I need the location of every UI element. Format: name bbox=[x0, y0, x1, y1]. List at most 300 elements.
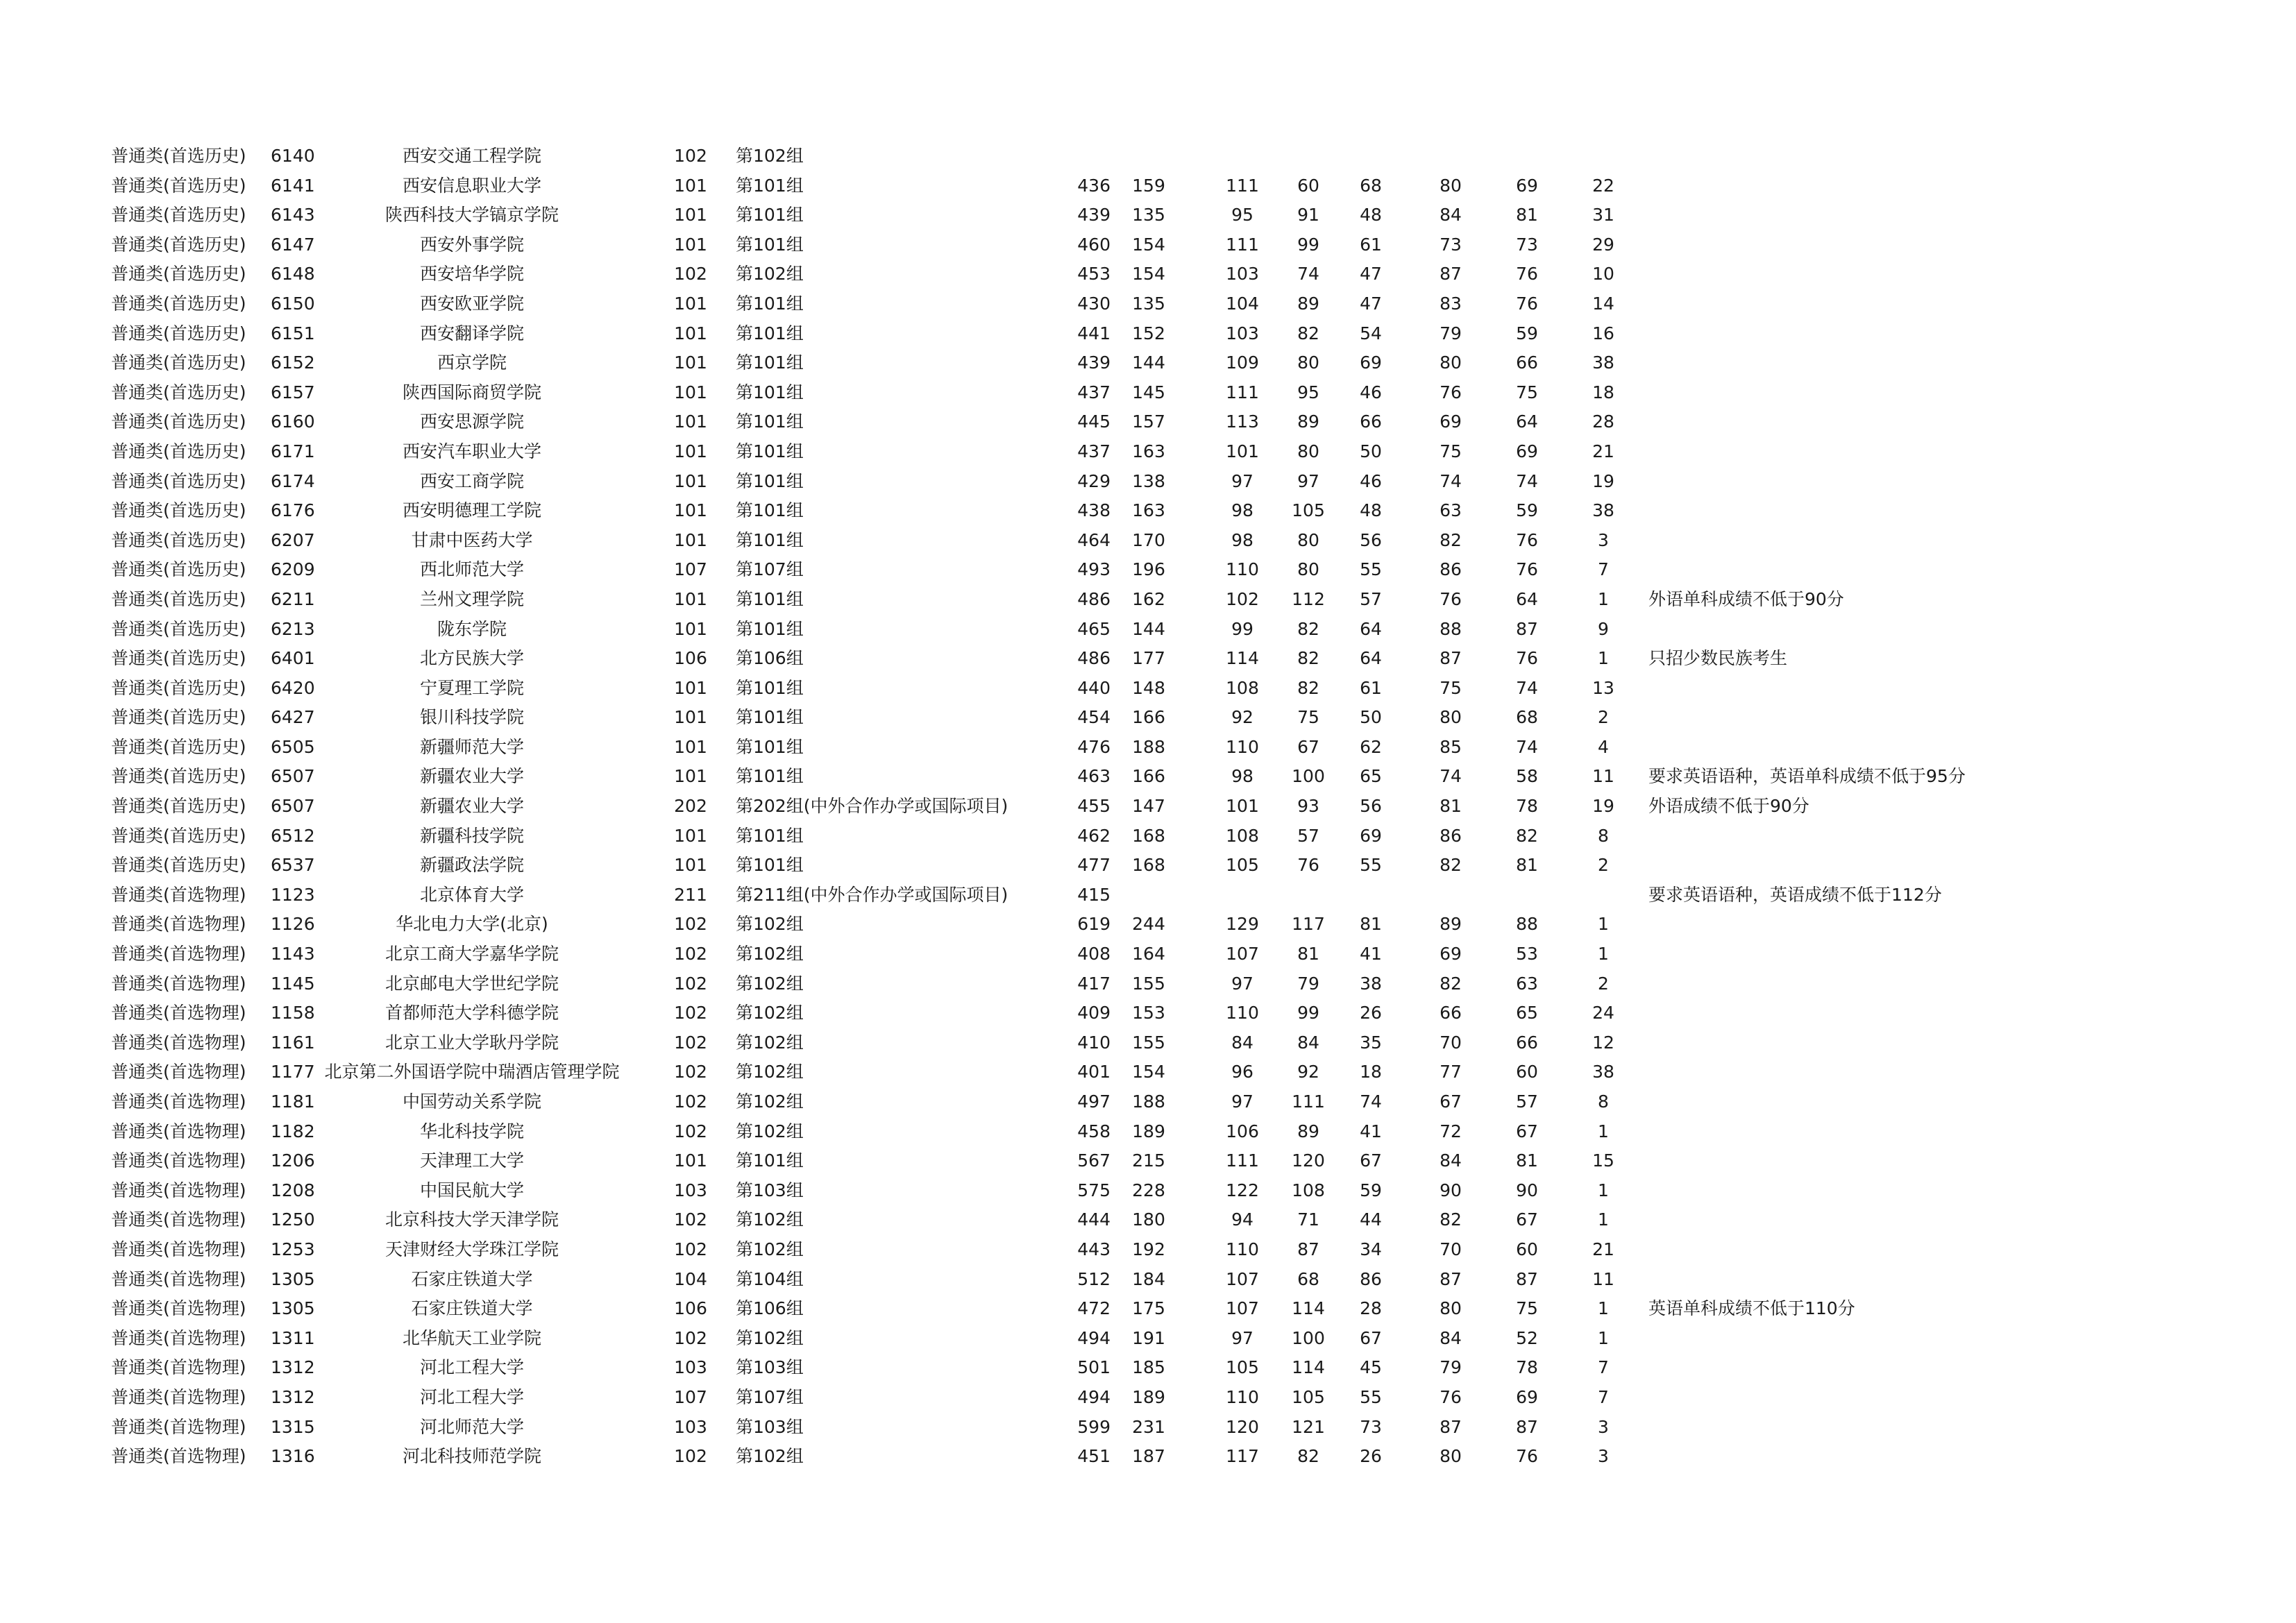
total-score-cell: 439 bbox=[1077, 205, 1111, 226]
table-row bbox=[0, 733, 2296, 763]
score-col-4-cell: 59 bbox=[1360, 1180, 1382, 1200]
school-code-cell: 1250 bbox=[271, 1209, 315, 1230]
score-col-3-cell: 67 bbox=[1297, 736, 1319, 757]
score-col-6-cell: 87 bbox=[1516, 618, 1538, 639]
total-score-cell: 460 bbox=[1077, 234, 1111, 255]
school-name-cell: 河北工程大学 bbox=[419, 1357, 524, 1378]
category-cell: 普通类(首选物理) bbox=[111, 1003, 246, 1023]
group-name-cell: 第101组 bbox=[736, 736, 804, 757]
score-col-1-cell: 228 bbox=[1132, 1180, 1165, 1200]
score-col-5-cell: 74 bbox=[1440, 470, 1462, 491]
admission-score-table bbox=[0, 142, 2296, 1472]
group-name-cell: 第101组 bbox=[736, 825, 804, 846]
score-col-5-cell: 83 bbox=[1440, 293, 1462, 314]
group-code-cell: 101 bbox=[674, 529, 707, 550]
school-code-cell: 6213 bbox=[271, 618, 315, 639]
school-name-cell: 西北师范大学 bbox=[419, 559, 524, 580]
score-col-5-cell: 66 bbox=[1440, 1003, 1462, 1023]
score-col-3-cell: 84 bbox=[1297, 1032, 1319, 1053]
score-col-2-cell: 107 bbox=[1226, 1298, 1259, 1319]
group-code-cell: 103 bbox=[674, 1416, 707, 1437]
school-code-cell: 6151 bbox=[271, 323, 315, 343]
school-name-cell: 西京学院 bbox=[437, 352, 507, 373]
score-col-7-cell: 1 bbox=[1598, 648, 1609, 669]
school-name-cell: 西安翻译学院 bbox=[419, 323, 524, 343]
score-col-5-cell: 84 bbox=[1440, 205, 1462, 226]
score-col-2-cell: 97 bbox=[1231, 470, 1253, 491]
category-cell: 普通类(首选物理) bbox=[111, 1180, 246, 1200]
score-col-1-cell: 162 bbox=[1132, 588, 1165, 609]
table-row bbox=[0, 881, 2296, 910]
school-code-cell: 6512 bbox=[271, 825, 315, 846]
school-name-cell: 西安明德理工学院 bbox=[402, 500, 541, 521]
table-row bbox=[0, 1294, 2296, 1324]
group-name-cell: 第106组 bbox=[736, 648, 804, 669]
score-col-5-cell: 90 bbox=[1440, 1180, 1462, 1200]
score-col-7-cell: 3 bbox=[1598, 529, 1609, 550]
total-score-cell: 415 bbox=[1077, 884, 1111, 905]
score-col-5-cell: 85 bbox=[1440, 736, 1462, 757]
table-row bbox=[0, 703, 2296, 733]
group-name-cell: 第107组 bbox=[736, 559, 804, 580]
score-col-5-cell: 80 bbox=[1440, 175, 1462, 196]
score-col-4-cell bbox=[1340, 881, 1402, 910]
group-name-cell: 第103组 bbox=[736, 1416, 804, 1437]
total-score-cell: 472 bbox=[1077, 1298, 1111, 1319]
score-col-1-cell: 177 bbox=[1132, 648, 1165, 669]
group-code-cell: 102 bbox=[674, 1239, 707, 1259]
note-cell: 要求英语语种，英语单科成绩不低于95分 bbox=[1648, 766, 1966, 787]
table-row bbox=[0, 1205, 2296, 1235]
group-name-cell: 第103组 bbox=[736, 1357, 804, 1378]
group-code-cell: 101 bbox=[674, 382, 707, 402]
group-name-cell: 第102组 bbox=[736, 1239, 804, 1259]
score-col-1-cell: 153 bbox=[1132, 1003, 1165, 1023]
score-col-7-cell: 8 bbox=[1598, 825, 1609, 846]
score-col-4-cell: 67 bbox=[1360, 1150, 1382, 1171]
table-row bbox=[0, 1383, 2296, 1413]
score-col-2-cell: 96 bbox=[1231, 1062, 1253, 1082]
score-col-3-cell: 95 bbox=[1297, 382, 1319, 402]
total-score-cell: 453 bbox=[1077, 264, 1111, 284]
score-col-6-cell: 69 bbox=[1516, 175, 1538, 196]
group-code-cell: 107 bbox=[674, 1386, 707, 1407]
score-col-2-cell: 114 bbox=[1226, 648, 1259, 669]
score-col-1-cell: 138 bbox=[1132, 470, 1165, 491]
score-col-4-cell: 81 bbox=[1360, 914, 1382, 935]
score-col-1-cell: 180 bbox=[1132, 1209, 1165, 1230]
school-name-cell: 北京体育大学 bbox=[419, 884, 524, 905]
score-col-7-cell: 16 bbox=[1592, 323, 1614, 343]
school-code-cell: 6537 bbox=[271, 855, 315, 876]
table-row bbox=[0, 1235, 2296, 1265]
group-code-cell: 102 bbox=[674, 146, 707, 166]
score-col-3-cell: 68 bbox=[1297, 1268, 1319, 1289]
group-code-cell: 102 bbox=[674, 973, 707, 994]
category-cell: 普通类(首选历史) bbox=[111, 677, 246, 698]
category-cell: 普通类(首选历史) bbox=[111, 825, 246, 846]
score-col-6-cell: 73 bbox=[1516, 234, 1538, 255]
score-col-2-cell: 98 bbox=[1231, 766, 1253, 787]
group-code-cell: 102 bbox=[674, 264, 707, 284]
group-name-cell: 第102组 bbox=[736, 1446, 804, 1467]
score-col-2-cell: 95 bbox=[1231, 205, 1253, 226]
category-cell: 普通类(首选物理) bbox=[111, 1062, 246, 1082]
group-code-cell: 106 bbox=[674, 648, 707, 669]
score-col-4-cell: 64 bbox=[1360, 648, 1382, 669]
score-col-6-cell: 76 bbox=[1516, 559, 1538, 580]
score-col-7-cell: 1 bbox=[1598, 914, 1609, 935]
group-code-cell: 102 bbox=[674, 1121, 707, 1141]
table-row bbox=[0, 674, 2296, 704]
group-name-cell: 第102组 bbox=[736, 1327, 804, 1348]
score-col-3-cell: 105 bbox=[1292, 500, 1325, 521]
score-col-7-cell: 9 bbox=[1598, 618, 1609, 639]
table-row bbox=[0, 1057, 2296, 1087]
score-col-4-cell: 41 bbox=[1360, 944, 1382, 965]
score-col-3-cell: 87 bbox=[1297, 1239, 1319, 1259]
score-col-4-cell: 38 bbox=[1360, 973, 1382, 994]
school-code-cell: 6143 bbox=[271, 205, 315, 226]
total-score-cell: 455 bbox=[1077, 796, 1111, 817]
score-col-7-cell: 14 bbox=[1592, 293, 1614, 314]
score-col-5-cell: 86 bbox=[1440, 825, 1462, 846]
group-code-cell: 101 bbox=[674, 234, 707, 255]
table-row bbox=[0, 142, 2296, 171]
score-col-3-cell: 89 bbox=[1297, 293, 1319, 314]
score-col-4-cell: 61 bbox=[1360, 234, 1382, 255]
school-name-cell: 兰州文理学院 bbox=[419, 588, 524, 609]
total-score-cell: 445 bbox=[1077, 411, 1111, 432]
category-cell: 普通类(首选历史) bbox=[111, 618, 246, 639]
score-col-4-cell: 26 bbox=[1360, 1446, 1382, 1467]
school-name-cell: 甘肃中医药大学 bbox=[411, 529, 533, 550]
school-name-cell: 北华航天工业学院 bbox=[402, 1327, 541, 1348]
total-score-cell: 437 bbox=[1077, 382, 1111, 402]
school-code-cell: 1145 bbox=[271, 973, 315, 994]
score-col-3-cell: 114 bbox=[1292, 1357, 1325, 1378]
category-cell: 普通类(首选历史) bbox=[111, 264, 246, 284]
group-code-cell: 101 bbox=[674, 293, 707, 314]
score-col-1-cell: 152 bbox=[1132, 323, 1165, 343]
category-cell: 普通类(首选历史) bbox=[111, 500, 246, 521]
score-col-6-cell: 90 bbox=[1516, 1180, 1538, 1200]
group-name-cell: 第101组 bbox=[736, 588, 804, 609]
score-col-2-cell bbox=[1211, 881, 1274, 910]
score-col-7-cell: 3 bbox=[1598, 1416, 1609, 1437]
group-code-cell: 101 bbox=[674, 470, 707, 491]
score-col-6-cell: 60 bbox=[1516, 1062, 1538, 1082]
score-col-5-cell: 87 bbox=[1440, 1268, 1462, 1289]
score-col-1-cell: 144 bbox=[1132, 352, 1165, 373]
score-col-1-cell: 196 bbox=[1132, 559, 1165, 580]
school-code-cell: 1253 bbox=[271, 1239, 315, 1259]
school-code-cell: 1161 bbox=[271, 1032, 315, 1053]
category-cell: 普通类(首选历史) bbox=[111, 707, 246, 728]
score-col-1-cell: 154 bbox=[1132, 264, 1165, 284]
category-cell: 普通类(首选历史) bbox=[111, 352, 246, 373]
score-col-1-cell: 148 bbox=[1132, 677, 1165, 698]
score-col-2-cell: 117 bbox=[1226, 1446, 1259, 1467]
score-col-7-cell: 1 bbox=[1598, 944, 1609, 965]
score-col-2-cell: 97 bbox=[1231, 1091, 1253, 1112]
group-name-cell: 第101组 bbox=[736, 411, 804, 432]
score-col-5-cell: 70 bbox=[1440, 1032, 1462, 1053]
group-name-cell: 第102组 bbox=[736, 944, 804, 965]
score-col-7-cell bbox=[1572, 142, 1635, 171]
school-code-cell: 6171 bbox=[271, 441, 315, 461]
school-code-cell: 6401 bbox=[271, 648, 315, 669]
table-row bbox=[0, 1176, 2296, 1206]
total-score-cell: 494 bbox=[1077, 1386, 1111, 1407]
score-col-1-cell: 170 bbox=[1132, 529, 1165, 550]
school-code-cell: 6176 bbox=[271, 500, 315, 521]
category-cell: 普通类(首选物理) bbox=[111, 1298, 246, 1319]
group-code-cell: 101 bbox=[674, 352, 707, 373]
group-code-cell: 202 bbox=[674, 796, 707, 817]
category-cell: 普通类(首选历史) bbox=[111, 855, 246, 876]
score-col-3-cell: 111 bbox=[1292, 1091, 1325, 1112]
category-cell: 普通类(首选历史) bbox=[111, 736, 246, 757]
score-col-5-cell: 76 bbox=[1440, 1386, 1462, 1407]
score-col-3-cell: 82 bbox=[1297, 677, 1319, 698]
score-col-1-cell: 164 bbox=[1132, 944, 1165, 965]
table-row bbox=[0, 1442, 2296, 1472]
total-score-cell: 464 bbox=[1077, 529, 1111, 550]
score-col-7-cell: 11 bbox=[1592, 766, 1614, 787]
score-col-2-cell: 113 bbox=[1226, 411, 1259, 432]
score-col-4-cell bbox=[1340, 142, 1402, 171]
group-code-cell: 102 bbox=[674, 1032, 707, 1053]
group-code-cell: 101 bbox=[674, 500, 707, 521]
school-name-cell: 河北工程大学 bbox=[419, 1386, 524, 1407]
group-code-cell: 211 bbox=[674, 884, 707, 905]
group-name-cell: 第102组 bbox=[736, 264, 804, 284]
score-col-2-cell: 99 bbox=[1231, 618, 1253, 639]
group-name-cell: 第101组 bbox=[736, 175, 804, 196]
score-col-6-cell: 64 bbox=[1516, 588, 1538, 609]
school-name-cell: 新疆师范大学 bbox=[419, 736, 524, 757]
score-col-5-cell bbox=[1419, 142, 1482, 171]
score-col-3-cell: 89 bbox=[1297, 1121, 1319, 1141]
score-col-2-cell: 110 bbox=[1226, 1386, 1259, 1407]
score-col-5-cell: 67 bbox=[1440, 1091, 1462, 1112]
score-col-4-cell: 34 bbox=[1360, 1239, 1382, 1259]
school-name-cell: 西安外事学院 bbox=[419, 234, 524, 255]
score-col-6-cell: 82 bbox=[1516, 825, 1538, 846]
total-score-cell: 486 bbox=[1077, 588, 1111, 609]
score-col-7-cell: 24 bbox=[1592, 1003, 1614, 1023]
score-col-7-cell: 3 bbox=[1598, 1446, 1609, 1467]
school-name-cell: 西安欧亚学院 bbox=[419, 293, 524, 314]
score-col-4-cell: 86 bbox=[1360, 1268, 1382, 1289]
score-col-6-cell: 66 bbox=[1516, 1032, 1538, 1053]
score-col-3-cell: 93 bbox=[1297, 796, 1319, 817]
table-row bbox=[0, 1265, 2296, 1295]
score-col-4-cell: 46 bbox=[1360, 470, 1382, 491]
category-cell: 普通类(首选物理) bbox=[111, 1386, 246, 1407]
score-col-5-cell: 73 bbox=[1440, 234, 1462, 255]
score-col-7-cell: 12 bbox=[1592, 1032, 1614, 1053]
score-col-2-cell: 122 bbox=[1226, 1180, 1259, 1200]
score-col-6-cell: 59 bbox=[1516, 323, 1538, 343]
school-name-cell: 北京工商大学嘉华学院 bbox=[385, 944, 559, 965]
group-code-cell: 102 bbox=[674, 944, 707, 965]
school-name-cell: 北京科技大学天津学院 bbox=[385, 1209, 559, 1230]
category-cell: 普通类(首选历史) bbox=[111, 205, 246, 226]
score-col-7-cell: 7 bbox=[1598, 559, 1609, 580]
total-score-cell: 451 bbox=[1077, 1446, 1111, 1467]
group-name-cell: 第102组 bbox=[736, 1209, 804, 1230]
table-row bbox=[0, 644, 2296, 674]
score-col-3-cell: 108 bbox=[1292, 1180, 1325, 1200]
score-col-5-cell: 82 bbox=[1440, 529, 1462, 550]
score-col-1-cell: 185 bbox=[1132, 1357, 1165, 1378]
score-col-4-cell: 55 bbox=[1360, 559, 1382, 580]
school-name-cell: 河北师范大学 bbox=[419, 1416, 524, 1437]
school-code-cell: 1182 bbox=[271, 1121, 315, 1141]
score-col-3-cell: 99 bbox=[1297, 234, 1319, 255]
group-code-cell: 101 bbox=[674, 855, 707, 876]
school-name-cell: 宁夏理工学院 bbox=[419, 677, 524, 698]
group-code-cell: 101 bbox=[674, 766, 707, 787]
school-name-cell: 新疆农业大学 bbox=[419, 766, 524, 787]
score-col-5-cell: 77 bbox=[1440, 1062, 1462, 1082]
score-col-1-cell: 168 bbox=[1132, 855, 1165, 876]
score-col-3-cell: 82 bbox=[1297, 1446, 1319, 1467]
score-col-6-cell: 74 bbox=[1516, 677, 1538, 698]
score-col-3-cell: 76 bbox=[1297, 855, 1319, 876]
score-col-5-cell: 69 bbox=[1440, 411, 1462, 432]
school-code-cell: 1311 bbox=[271, 1327, 315, 1348]
score-col-1-cell: 168 bbox=[1132, 825, 1165, 846]
total-score-cell: 497 bbox=[1077, 1091, 1111, 1112]
score-col-4-cell: 69 bbox=[1360, 825, 1382, 846]
school-code-cell: 1208 bbox=[271, 1180, 315, 1200]
score-col-3-cell: 91 bbox=[1297, 205, 1319, 226]
score-col-3-cell: 80 bbox=[1297, 352, 1319, 373]
score-col-6-cell: 59 bbox=[1516, 500, 1538, 521]
score-col-7-cell: 22 bbox=[1592, 175, 1614, 196]
score-col-4-cell: 54 bbox=[1360, 323, 1382, 343]
score-col-5-cell: 86 bbox=[1440, 559, 1462, 580]
group-code-cell: 102 bbox=[674, 1327, 707, 1348]
group-name-cell: 第107组 bbox=[736, 1386, 804, 1407]
table-row bbox=[0, 201, 2296, 230]
category-cell: 普通类(首选物理) bbox=[111, 1121, 246, 1141]
score-col-6-cell: 78 bbox=[1516, 1357, 1538, 1378]
score-col-2-cell: 105 bbox=[1226, 855, 1259, 876]
score-col-2-cell: 111 bbox=[1226, 175, 1259, 196]
score-col-1-cell: 159 bbox=[1132, 175, 1165, 196]
score-col-3-cell: 82 bbox=[1297, 618, 1319, 639]
score-col-4-cell: 68 bbox=[1360, 175, 1382, 196]
score-col-1-cell: 231 bbox=[1132, 1416, 1165, 1437]
score-col-6-cell: 87 bbox=[1516, 1268, 1538, 1289]
score-col-4-cell: 62 bbox=[1360, 736, 1382, 757]
group-code-cell: 106 bbox=[674, 1298, 707, 1319]
category-cell: 普通类(首选历史) bbox=[111, 293, 246, 314]
school-code-cell: 6420 bbox=[271, 677, 315, 698]
category-cell: 普通类(首选物理) bbox=[111, 1091, 246, 1112]
score-col-4-cell: 67 bbox=[1360, 1327, 1382, 1348]
table-row bbox=[0, 940, 2296, 969]
table-row bbox=[0, 348, 2296, 378]
score-col-2-cell: 108 bbox=[1226, 825, 1259, 846]
score-col-7-cell: 11 bbox=[1592, 1268, 1614, 1289]
score-col-4-cell: 55 bbox=[1360, 1386, 1382, 1407]
score-col-7-cell: 38 bbox=[1592, 500, 1614, 521]
score-col-7-cell: 19 bbox=[1592, 470, 1614, 491]
table-row bbox=[0, 289, 2296, 319]
school-code-cell: 1158 bbox=[271, 1003, 315, 1023]
total-score-cell: 454 bbox=[1077, 707, 1111, 728]
score-col-2-cell: 110 bbox=[1226, 1239, 1259, 1259]
score-col-4-cell: 48 bbox=[1360, 500, 1382, 521]
score-col-2-cell: 84 bbox=[1231, 1032, 1253, 1053]
score-col-4-cell: 56 bbox=[1360, 796, 1382, 817]
category-cell: 普通类(首选物理) bbox=[111, 973, 246, 994]
school-code-cell: 6160 bbox=[271, 411, 315, 432]
school-code-cell: 6157 bbox=[271, 382, 315, 402]
group-name-cell: 第102组 bbox=[736, 1121, 804, 1141]
score-col-3-cell: 100 bbox=[1292, 766, 1325, 787]
table-row bbox=[0, 1146, 2296, 1176]
score-col-6-cell: 64 bbox=[1516, 411, 1538, 432]
table-row bbox=[0, 1324, 2296, 1354]
group-code-cell: 101 bbox=[674, 205, 707, 226]
score-col-5-cell: 84 bbox=[1440, 1327, 1462, 1348]
score-col-2-cell: 110 bbox=[1226, 559, 1259, 580]
score-col-5-cell: 72 bbox=[1440, 1121, 1462, 1141]
group-name-cell: 第101组 bbox=[736, 500, 804, 521]
group-code-cell: 103 bbox=[674, 1357, 707, 1378]
category-cell: 普通类(首选历史) bbox=[111, 175, 246, 196]
score-col-3-cell: 80 bbox=[1297, 559, 1319, 580]
group-name-cell: 第211组(中外合作办学或国际项目) bbox=[736, 884, 1008, 905]
group-code-cell: 101 bbox=[674, 825, 707, 846]
score-col-7-cell: 29 bbox=[1592, 234, 1614, 255]
score-col-7-cell bbox=[1572, 881, 1635, 910]
school-code-cell: 6150 bbox=[271, 293, 315, 314]
score-col-7-cell: 1 bbox=[1598, 1180, 1609, 1200]
score-col-4-cell: 45 bbox=[1360, 1357, 1382, 1378]
table-row bbox=[0, 969, 2296, 999]
score-col-1-cell: 189 bbox=[1132, 1121, 1165, 1141]
table-row bbox=[0, 230, 2296, 260]
score-col-4-cell: 18 bbox=[1360, 1062, 1382, 1082]
score-col-2-cell: 94 bbox=[1231, 1209, 1253, 1230]
score-col-2-cell: 107 bbox=[1226, 944, 1259, 965]
note-cell: 外语单科成绩不低于90分 bbox=[1648, 588, 1844, 609]
score-col-6-cell: 57 bbox=[1516, 1091, 1538, 1112]
school-code-cell: 6507 bbox=[271, 796, 315, 817]
score-col-1-cell: 157 bbox=[1132, 411, 1165, 432]
score-col-3-cell: 100 bbox=[1292, 1327, 1325, 1348]
school-name-cell: 北京第二外国语学院中瑞酒店管理学院 bbox=[324, 1062, 620, 1082]
score-col-7-cell: 21 bbox=[1592, 441, 1614, 461]
table-row bbox=[0, 1413, 2296, 1443]
table-row bbox=[0, 496, 2296, 526]
score-col-5-cell: 80 bbox=[1440, 1446, 1462, 1467]
group-name-cell: 第103组 bbox=[736, 1180, 804, 1200]
score-col-2-cell: 106 bbox=[1226, 1121, 1259, 1141]
school-code-cell: 1206 bbox=[271, 1150, 315, 1171]
total-score-cell bbox=[1041, 142, 1111, 171]
score-col-7-cell: 1 bbox=[1598, 1327, 1609, 1348]
score-col-3-cell: 99 bbox=[1297, 1003, 1319, 1023]
table-row bbox=[0, 1117, 2296, 1147]
